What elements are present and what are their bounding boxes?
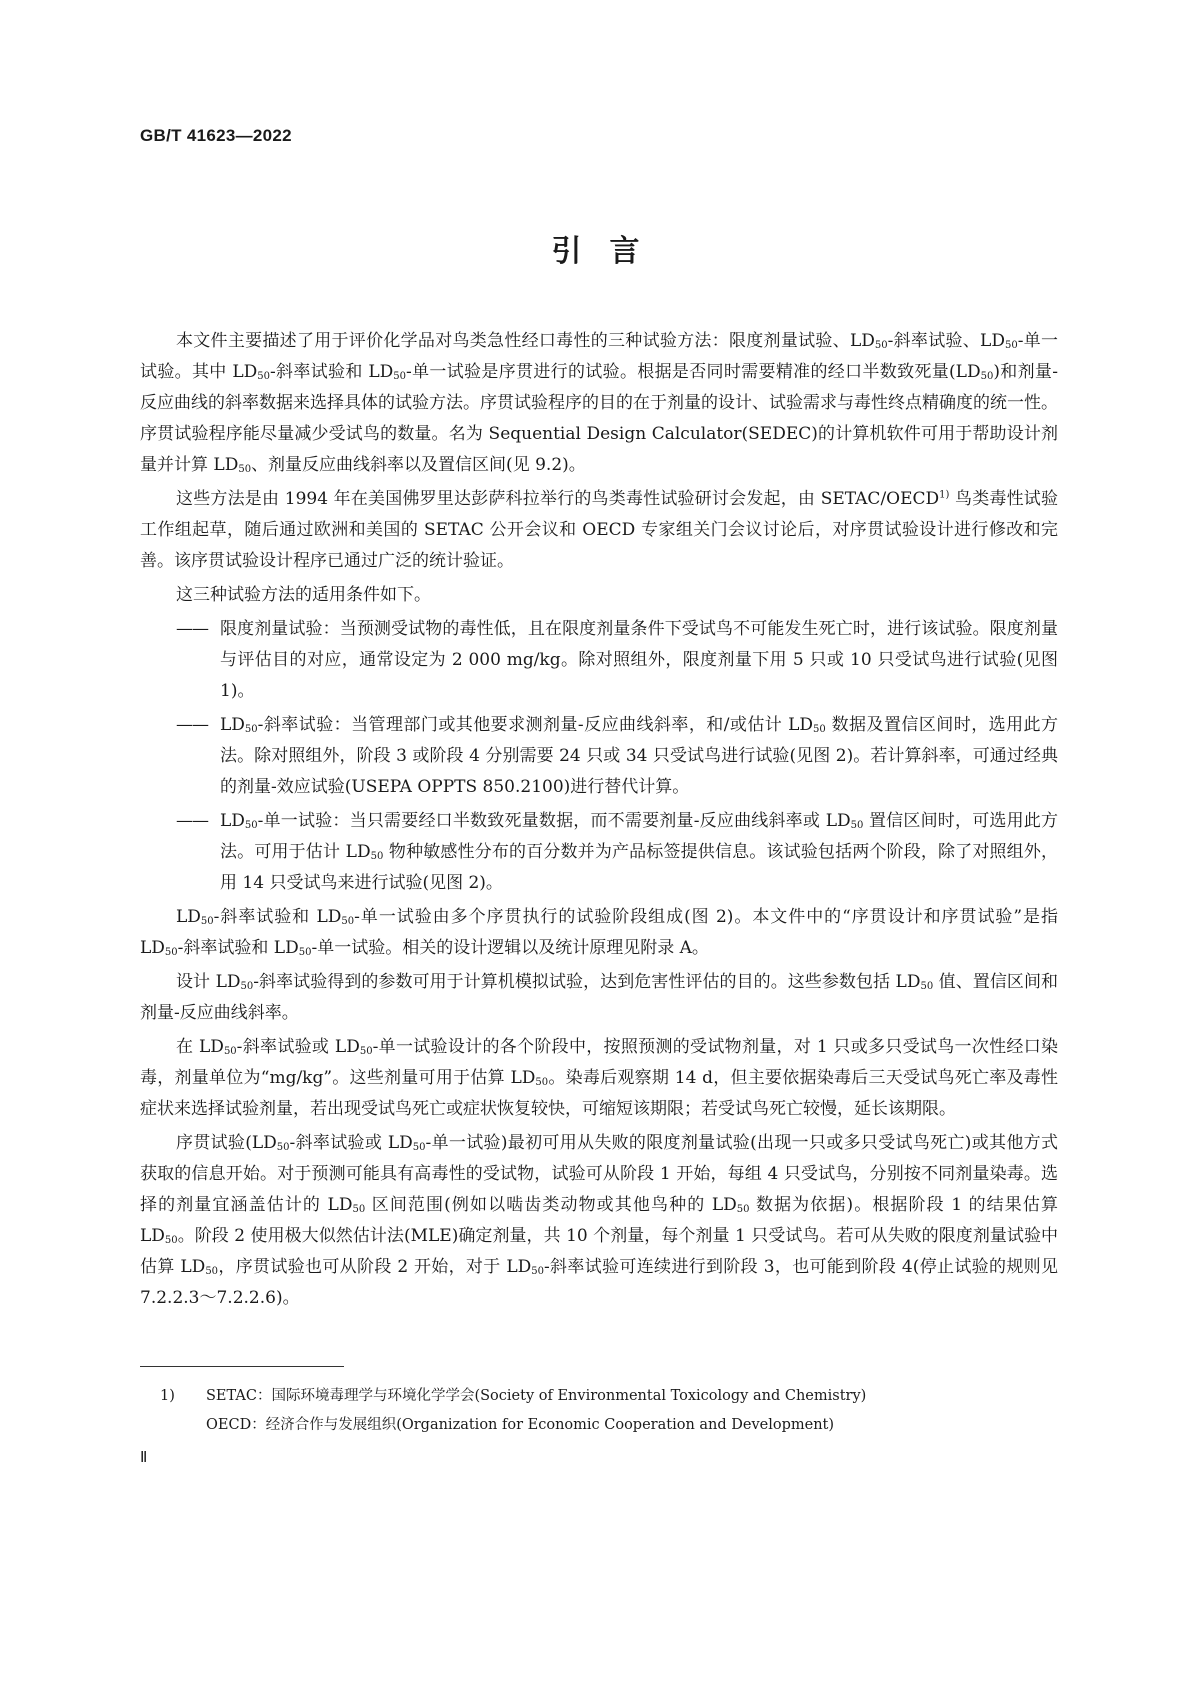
text-run: -单一试验)最初可用从失败的限度剂量试验(出现一只或多只受试鸟死亡)或其他方式获取的信息开始。对于预测可能具有高毒性的受试物，试验可从阶段 1 开始，每组 4 只受试鸟，分别按不同剂量染毒。选择的剂量宜涵盖估计的 LD [140, 1133, 1058, 1215]
text-run: -单一试验：当只需要经口半数致死量数据，而不需要剂量-反应曲线斜率或 LD [257, 811, 851, 831]
subscript: 50 [370, 851, 384, 862]
subscript: 50 [874, 340, 888, 351]
text-run: 物种敏感性分布的百分数并为产品标签提供信息。该试验包括两个阶段，除了对照组外，用 14 只受试鸟来进行试验(见图 2)。 [220, 842, 1058, 893]
subscript: 50 [238, 464, 252, 475]
footnote-oecd: OECD：经济合作与发展组织(Organization for Economic Cooperation and Development) [206, 1417, 835, 1433]
footnote-indent [160, 1411, 206, 1440]
list-item-text [220, 806, 1058, 899]
text-run: -单一试验由多个序贯执行的试验阶段组成(图 2)。本文件中的“序贯设计和序贯试验”是指 LD [140, 907, 1058, 958]
paragraph-1 [140, 326, 1058, 481]
footnote-divider [140, 1366, 344, 1367]
footnote-line-1 [160, 1382, 1040, 1411]
list-item-limit-dose [140, 614, 1058, 707]
standard-code: GB/T 41623—2022 [140, 126, 292, 145]
text-run: 置信区间时，可选用此方法。可用于估计 LD [220, 811, 1059, 862]
text-run: -斜率试验和 LD [177, 938, 299, 958]
paragraph-2-part-a: 这些方法是由 1994 年在美国佛罗里达彭萨科拉举行的鸟类毒性试验研讨会发起，由 SETAC/OECD [176, 489, 940, 509]
footnote-ref: 1) [939, 489, 950, 501]
paragraph-2-part-b: 鸟类毒性试验工作组起草，随后通过欧洲和美国的 SETAC 公开会议和 OECD 专家组关门会议讨论后，对序贯试验设计进行修改和完善。该序贯试验设计程序已通过广泛的统计验证。 [140, 489, 1058, 571]
footnotes [160, 1382, 1040, 1440]
subscript: 50 [276, 1142, 290, 1153]
subscript: 50 [412, 1142, 426, 1153]
paragraph-7 [140, 1128, 1058, 1314]
text-run: 设计 LD [176, 972, 241, 992]
subscript: 50 [920, 981, 934, 992]
subscript: 50 [205, 1266, 219, 1277]
list-item-single-test [140, 806, 1058, 899]
text-run: -斜率试验：当管理部门或其他要求测剂量-反应曲线斜率，和/或估计 LD [257, 715, 814, 735]
subscript: 50 [298, 947, 312, 958]
subscript: 50 [164, 1235, 178, 1246]
text-run: LD [220, 715, 245, 735]
subscript: 50 [535, 1077, 549, 1088]
text-run: 数据及置信区间时，选用此方法。除对照组外，阶段 3 或阶段 4 分别需要 24 只或 34 只受试鸟进行试验(见图 2)。若计算斜率，可通过经典的剂量-效应试验(USEPA OPPTS 850.2100)进行替代计算。 [220, 715, 1058, 797]
text-run: -单一试验是序贯进行的试验。根据是否同时需要精准的经口半数致死量(LD [406, 362, 981, 382]
text-run: -斜率试验和 LD [213, 907, 342, 927]
paragraph-5 [140, 967, 1058, 1029]
subscript: 50 [352, 1204, 366, 1215]
list-item-text [220, 710, 1058, 803]
text-run: 数据为依据)。根据阶段 1 的结果估算 LD [140, 1195, 1058, 1246]
subscript: 50 [531, 1266, 544, 1277]
text-run: 序贯试验(LD [176, 1133, 277, 1153]
introduction-body [140, 326, 1058, 1314]
subscript: 50 [200, 916, 214, 927]
subscript: 50 [1004, 340, 1018, 351]
text-run: LD [176, 907, 201, 927]
text-run: 值、置信区间和剂量-反应曲线斜率。 [140, 972, 1058, 1023]
subscript: 50 [164, 947, 178, 958]
text-run: )和剂量-反应曲线的斜率数据来选择具体的试验方法。序贯试验程序的目的在于剂量的设计、试验需求与毒性终点精确度的统一性。序贯试验程序能尽量减少受试鸟的数量。名为 Sequential Design Calculator(SEDEC)的计算机软件可用于帮助设计剂量并计算 LD [140, 362, 1058, 475]
text-run: -斜率试验或 LD [236, 1037, 360, 1057]
text-run: -单一试验设计的各个阶段中，按照预测的受试物剂量，对 1 只或多只受试鸟一次性经口染毒，剂量单位为“mg/kg”。这些剂量可用于估算 LD [140, 1037, 1059, 1088]
list-dash: —— [176, 619, 208, 639]
subscript: 50 [980, 371, 994, 382]
text-run: 。染毒后观察期 14 d，但主要依据染毒后三天受试鸟死亡率及毒性症状来选择试验剂量，若出现受试鸟死亡或症状恢复较快，可缩短该期限；若受试鸟死亡较慢，延长该期限。 [140, 1068, 1058, 1119]
text-run: 。阶段 2 使用极大似然估计法(MLE)确定剂量，共 10 个剂量，每个剂量 1 只受试鸟。若可从失败的限度剂量试验中估算 LD [140, 1226, 1058, 1277]
text-run: LD [220, 811, 245, 831]
list-item-slope-test [140, 710, 1058, 803]
paragraph-6 [140, 1032, 1058, 1125]
text-run: ，序贯试验也可从阶段 2 开始，对于 LD [218, 1257, 532, 1277]
subscript: 50 [341, 916, 355, 927]
text-run: 、剂量反应曲线斜率以及置信区间(见 9.2)。 [251, 455, 586, 475]
text-run: -斜率试验和 LD [269, 362, 394, 382]
subscript: 50 [240, 981, 254, 992]
text-run: -单一试验。其中 LD [140, 331, 1059, 382]
text-run: 本文件主要描述了用于评价化学品对鸟类急性经口毒性的三种试验方法：限度剂量试验、LD [176, 331, 875, 351]
footnote-line-2 [160, 1411, 1040, 1440]
subscript: 50 [359, 1046, 373, 1057]
text-run: -斜率试验或 LD [289, 1133, 413, 1153]
subscript: 50 [223, 1046, 237, 1057]
subscript: 50 [257, 371, 270, 382]
text-run: -斜率试验、LD [887, 331, 1005, 351]
text-run: 区间范围(例如以啮齿类动物或其他鸟种的 LD [365, 1195, 737, 1215]
text-run: -斜率试验可连续进行到阶段 3，也可能到阶段 4(停止试验的规则见 7.2.2.3～7.2.2.6)。 [140, 1257, 1058, 1308]
paragraph-4 [140, 902, 1058, 964]
subscript: 50 [393, 371, 407, 382]
footnote-setac: SETAC：国际环境毒理学与环境化学学会(Society of Environmental Toxicology and Chemistry) [206, 1388, 867, 1404]
subscript: 50 [813, 724, 826, 735]
subscript: 50 [736, 1204, 750, 1215]
paragraph-2 [140, 484, 1058, 577]
list-dash: —— [176, 715, 208, 735]
text-run: 在 LD [176, 1037, 224, 1057]
footnote-number: 1) [160, 1388, 175, 1404]
list-dash: —— [176, 811, 208, 831]
page-title: 引言 [551, 234, 668, 269]
paragraph-3: 这三种试验方法的适用条件如下。 [176, 585, 431, 605]
text-run: -斜率试验得到的参数可用于计算机模拟试验，达到危害性评估的目的。这些参数包括 LD [253, 972, 921, 992]
subscript: 50 [244, 820, 258, 831]
subscript: 50 [244, 724, 258, 735]
subscript: 50 [850, 820, 864, 831]
text-run: -单一试验。相关的设计逻辑以及统计原理见附录 A。 [311, 938, 709, 958]
list-item-text: 限度剂量试验：当预测受试物的毒性低，且在限度剂量条件下受试鸟不可能发生死亡时，进行该试验。限度剂量与评估目的对应，通常设定为 2 000 mg/kg。除对照组外，限度剂量下用 5 只或 10 只受试鸟进行试验(见图 1)。 [220, 619, 1058, 701]
page-number: Ⅱ [140, 1448, 148, 1466]
